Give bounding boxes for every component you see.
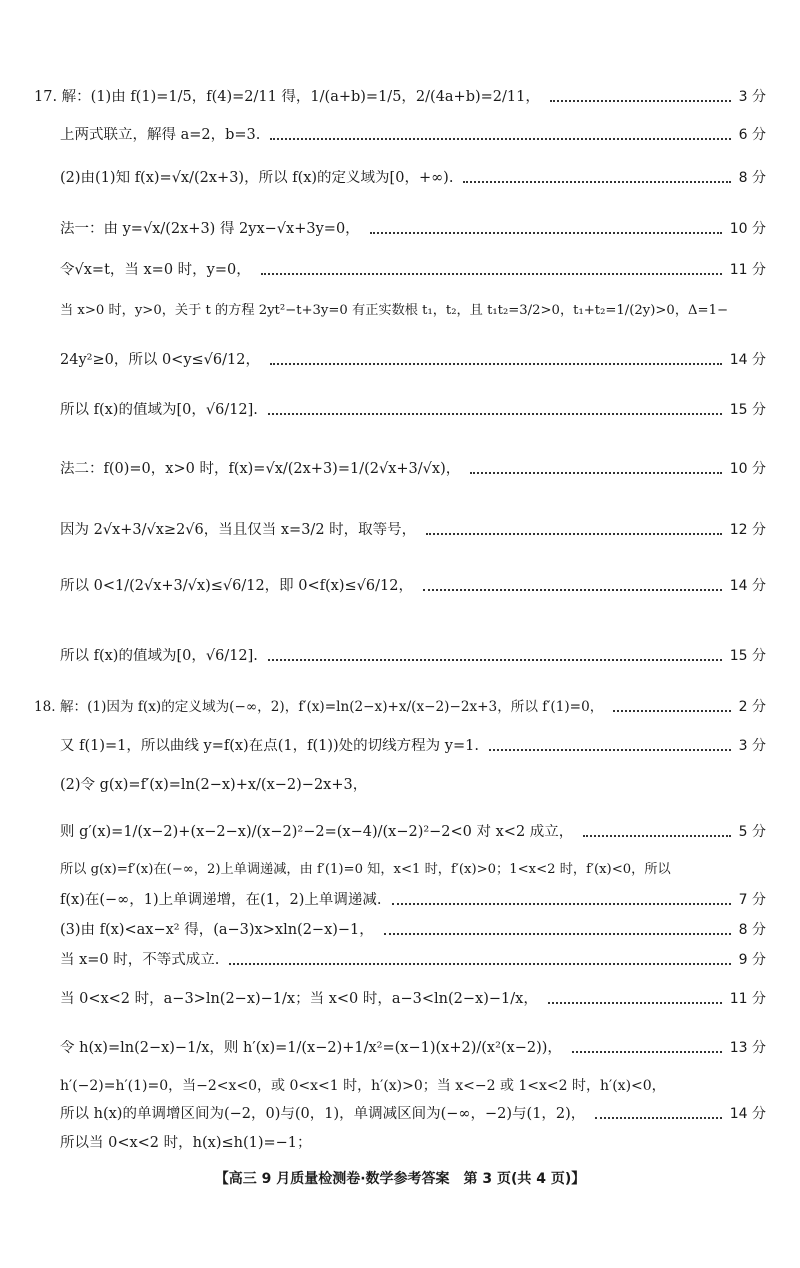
line-text: 法二：f(0)=0，x>0 时，f(x)=√x/(2x+3)=1/(2√x+3/√x)， xyxy=(60,461,461,477)
score: 15 分 xyxy=(729,402,766,419)
dot-leader xyxy=(583,834,730,837)
score: 15 分 xyxy=(729,648,766,665)
p17-line-7 xyxy=(60,352,766,369)
dot-leader xyxy=(423,588,722,591)
line-text: 则 g′(x)=1/(x−2)+(x−2−x)/(x−2)²−2=(x−4)/(x−2)²−2<0 对 x<2 成立， xyxy=(60,824,574,840)
p17-line-12 xyxy=(60,648,766,665)
dot-leader xyxy=(270,362,722,365)
line-text: 所以 f(x)的值域为[0，√6/12]. xyxy=(60,402,258,418)
dot-leader xyxy=(268,658,722,661)
line-text: 所以 h(x)的单调增区间为(−2，0)与(0，1)，单调减区间为(−∞，−2)与(1，2)， xyxy=(60,1106,586,1122)
dot-leader xyxy=(572,1050,722,1053)
score: 10 分 xyxy=(729,461,766,478)
p18-line-11 xyxy=(60,1078,766,1095)
line-text: 所以当 0<x<2 时，h(x)≤h(1)=−1； xyxy=(60,1135,312,1151)
p18-line-12 xyxy=(60,1106,766,1123)
score: 8 分 xyxy=(738,170,766,187)
p17-line-6 xyxy=(60,303,766,319)
p17-line-2 xyxy=(60,127,766,144)
line-text: 当 0<x<2 时，a−3>ln(2−x)−1/x；当 x<0 时，a−3<ln(2−x)−1/x， xyxy=(60,991,538,1007)
line-text: h′(−2)=h′(1)=0，当−2<x<0，或 0<x<1 时，h′(x)>0；当 x<−2 或 1<x<2 时，h′(x)<0， xyxy=(60,1078,666,1094)
line-text: 当 x=0 时，不等式成立. xyxy=(60,952,220,968)
dot-leader xyxy=(470,471,721,474)
score: 10 分 xyxy=(729,221,766,238)
line-text: f(x)在(−∞，1)上单调递增，在(1，2)上单调递减. xyxy=(60,892,382,908)
line-text: 因为 2√x+3/√x≥2√6，当且仅当 x=3/2 时，取等号， xyxy=(60,522,417,538)
score: 14 分 xyxy=(729,578,766,595)
score: 2 分 xyxy=(738,699,766,715)
line-text: 所以 f(x)的值域为[0，√6/12]. xyxy=(60,648,258,664)
line-text: 17. 解：(1)由 f(1)=1/5，f(4)=2/11 得，1/(a+b)=1/5，2/(4a+b)=2/11， xyxy=(34,89,540,105)
score: 9 分 xyxy=(738,952,766,969)
p18-line-5 xyxy=(60,862,766,878)
dot-leader xyxy=(550,99,731,102)
score: 14 分 xyxy=(729,352,766,369)
dot-leader xyxy=(489,748,731,751)
score: 5 分 xyxy=(738,824,766,841)
dot-leader xyxy=(370,231,722,234)
line-text: 所以 g(x)=f′(x)在(−∞，2)上单调递减，由 f′(1)=0 知，x<1 时，f′(x)>0；1<x<2 时，f′(x)<0，所以 xyxy=(60,862,671,877)
line-text: 令 h(x)=ln(2−x)−1/x，则 h′(x)=1/(x−2)+1/x²=(x−1)(x+2)/(x²(x−2))， xyxy=(60,1040,562,1056)
score: 3 分 xyxy=(738,89,766,106)
dot-leader xyxy=(268,412,722,415)
p18-line-6 xyxy=(60,892,766,909)
dot-leader xyxy=(548,1001,722,1004)
p17-line-4 xyxy=(60,221,766,238)
score: 7 分 xyxy=(738,892,766,909)
p18-line-13 xyxy=(60,1135,766,1152)
p18-line-1 xyxy=(34,699,766,716)
line-text: 上两式联立，解得 a=2，b=3. xyxy=(60,127,261,143)
score: 6 分 xyxy=(738,127,766,144)
line-text: 18. 解：(1)因为 f(x)的定义域为(−∞，2)，f′(x)=ln(2−x)+x/(x−2)−2x+3，所以 f′(1)=0， xyxy=(34,699,604,716)
dot-leader xyxy=(595,1116,721,1119)
p17-line-8 xyxy=(60,402,766,419)
line-text: 法一：由 y=√x/(2x+3) 得 2yx−√x+3y=0， xyxy=(60,221,360,237)
line-text: 当 x>0 时，y>0，关于 t 的方程 2yt²−t+3y=0 有正实数根 t₁，t₂，且 t₁t₂=3/2>0，t₁+t₂=1/(2y)>0，Δ=1− xyxy=(60,303,729,318)
p17-line-5 xyxy=(60,262,766,279)
line-text: (3)由 f(x)<ax−x² 得，(a−3)x>xln(2−x)−1， xyxy=(60,922,374,938)
line-text: 又 f(1)=1，所以曲线 y=f(x)在点(1，f(1))处的切线方程为 y=1. xyxy=(60,738,479,754)
dot-leader xyxy=(426,532,722,535)
p17-line-11 xyxy=(60,578,766,595)
score: 11 分 xyxy=(729,991,766,1008)
p18-line-4 xyxy=(60,824,766,841)
dot-leader xyxy=(613,709,730,712)
dot-leader xyxy=(229,962,730,965)
line-text: 所以 0<1/(2√x+3/√x)≤√6/12，即 0<f(x)≤√6/12， xyxy=(60,578,413,594)
dot-leader xyxy=(463,180,730,183)
p18-line-10 xyxy=(60,1040,766,1057)
line-text: 令√x=t，当 x=0 时，y=0， xyxy=(60,262,251,278)
score: 11 分 xyxy=(729,262,766,279)
line-text: (2)令 g(x)=f′(x)=ln(2−x)+x/(x−2)−2x+3， xyxy=(60,777,368,793)
p18-line-9 xyxy=(60,991,766,1008)
dot-leader xyxy=(270,137,730,140)
score: 14 分 xyxy=(729,1106,766,1123)
line-text: (2)由(1)知 f(x)=√x/(2x+3)，所以 f(x)的定义域为[0，+∞). xyxy=(60,170,454,186)
score: 3 分 xyxy=(738,738,766,755)
p17-line-9 xyxy=(60,461,766,478)
score: 13 分 xyxy=(729,1040,766,1057)
page-footer: 【高三 9 月质量检测卷·数学参考答案 第 3 页(共 4 页)】 xyxy=(214,1171,586,1187)
dot-leader xyxy=(384,932,731,935)
p18-line-8 xyxy=(60,952,766,969)
line-text: 24y²≥0，所以 0<y≤√6/12， xyxy=(60,352,260,368)
p18-line-3 xyxy=(60,777,766,794)
p17-line-3 xyxy=(60,170,766,187)
score: 8 分 xyxy=(738,922,766,939)
p18-line-7 xyxy=(60,922,766,939)
score: 12 分 xyxy=(729,522,766,539)
p18-line-2 xyxy=(60,738,766,755)
p17-line-10 xyxy=(60,522,766,539)
dot-leader xyxy=(392,902,731,905)
p17-line-1 xyxy=(34,89,766,106)
dot-leader xyxy=(261,272,722,275)
